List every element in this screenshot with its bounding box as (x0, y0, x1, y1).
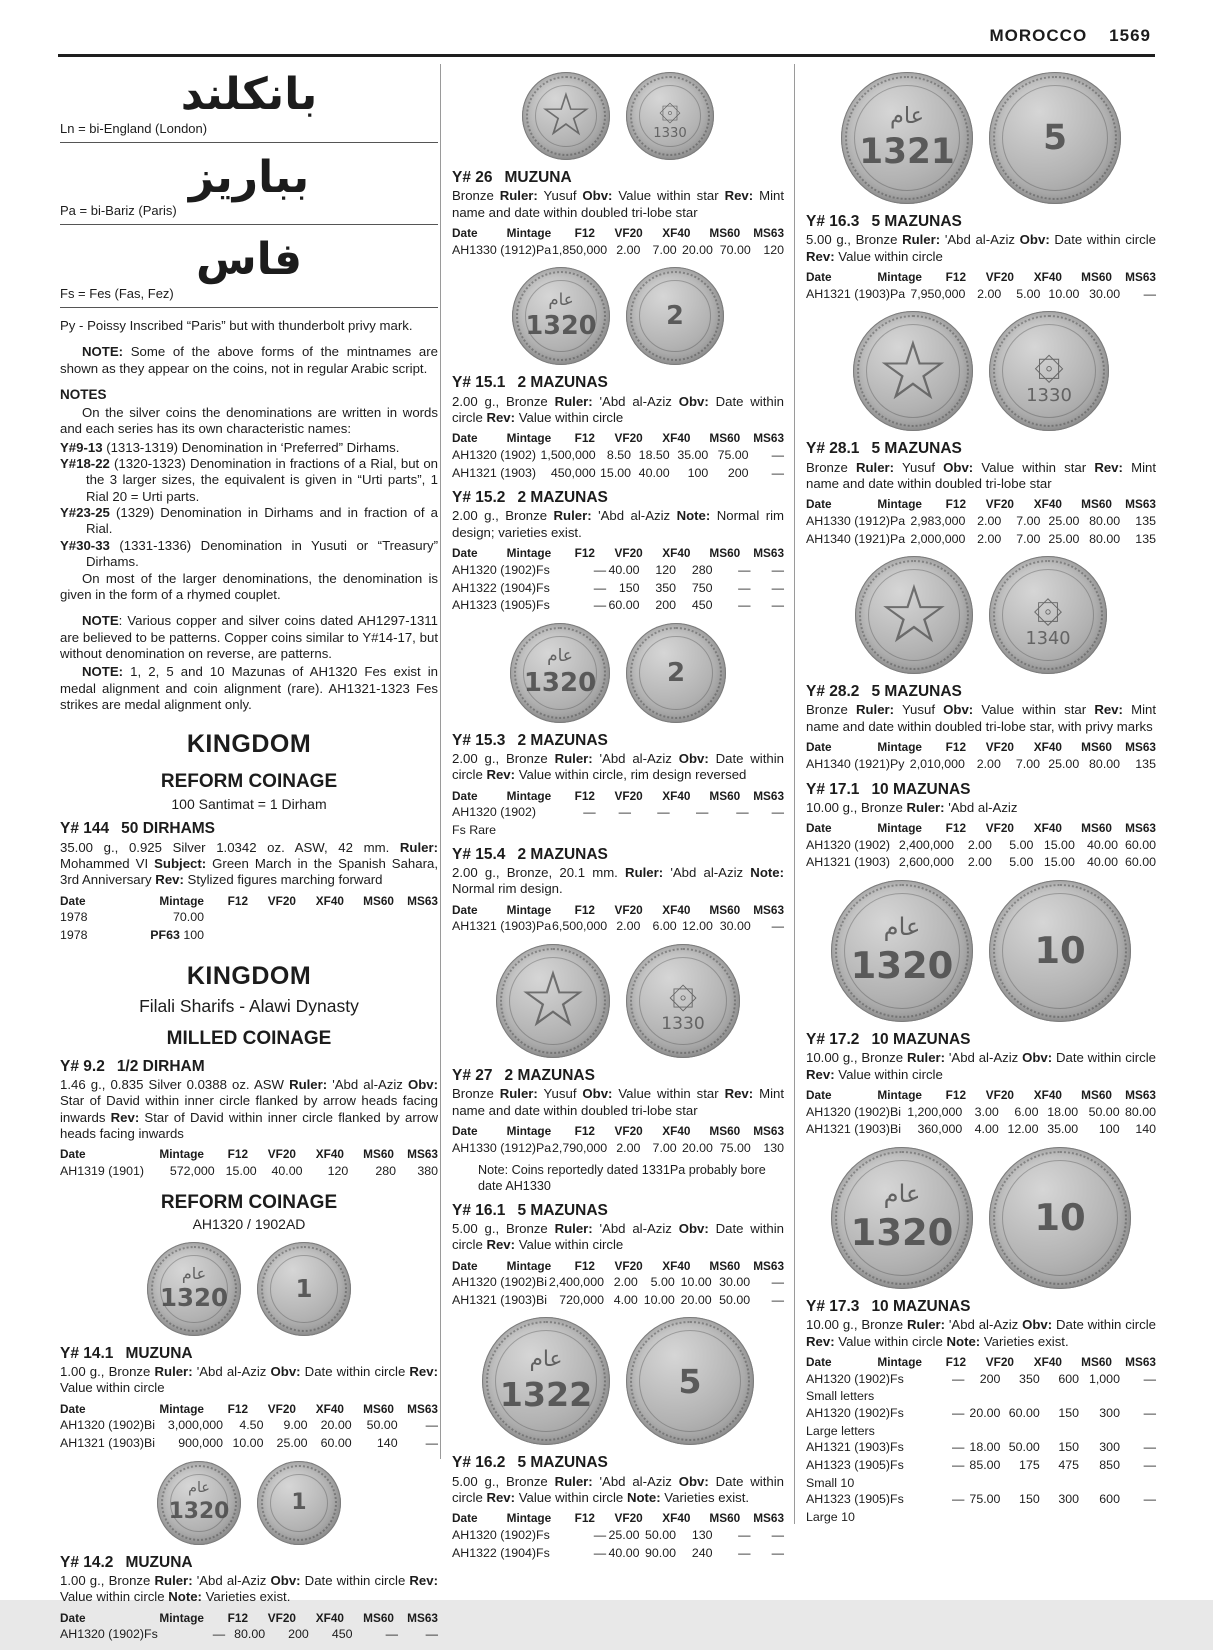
entry-title: Y# 17.2 10 MAZUNAS (806, 1031, 971, 1049)
entry-title: Y# 17.1 10 MAZUNAS (806, 780, 971, 798)
price-table (452, 225, 784, 259)
price-table (452, 1510, 784, 1562)
price-table (452, 1258, 784, 1310)
price-table (806, 820, 1156, 872)
page-header (990, 26, 1152, 46)
table-header-row: Date Mintage F12 VF20 XF40 MS60 MS63 (806, 740, 1156, 755)
entry-title: Y# 15.1 2 MAZUNAS (452, 374, 608, 392)
entry-title: Y# 14.2 MUZUNA (60, 1553, 193, 1571)
table-row: AH1340 (1921)Py 2,010,000 2.00 7.00 25.00 80.00 135 (806, 756, 1156, 771)
table-header-row: Date Mintage F12 VF20 XF40 MS60 MS63 (806, 269, 1156, 284)
table-header-row: Date Mintage F12 VF20 XF40 MS60 MS63 (452, 1511, 785, 1526)
country-title: MOROCCO (989, 26, 1088, 45)
entry-description: 35.00 g., 0.925 Silver 1.0342 oz. ASW, 42 mm. Ruler: Mohammed VI Subject: Green March in the Spanish Sahara, 3rd Anniversary Rev: Stylized figures marching forward (60, 839, 438, 888)
coin-image: عام 1321 (841, 72, 973, 204)
coin-image: عام 1320 (512, 267, 610, 365)
middle-column (452, 64, 784, 1568)
catalog-entry-y14-1 (60, 1344, 438, 1453)
coin-image: ☆ (522, 72, 610, 160)
price-table (452, 545, 784, 615)
coin-images (452, 267, 784, 365)
table-header-row: Date Mintage F12 VF20 XF40 MS60 MS63 (452, 225, 785, 240)
section-dynasty: Filali Sharifs - Alawi Dynasty (139, 995, 359, 1016)
table-row: AH1321 (1903)Pa 7,950,000 2.00 5.00 10.00 30.00 — (806, 286, 1156, 301)
table-row: AH1322 (1904)Fs — 150 350 750 — — (452, 580, 784, 595)
notes-intro: On the silver coins the denominations are written in words and each series has its own characteristic names: (60, 404, 438, 437)
entry-description: 2.00 g., Bronze Ruler: 'Abd al-Aziz Obv: Date within circle Rev: Value within circle, rim design reversed (452, 750, 785, 783)
note-item: Y#30-33 (1331-1336) Denomination in Yusuti or “Treasury” Dirhams. (60, 537, 438, 570)
coin-image: ☆ (853, 311, 973, 431)
entry-description: 5.00 g., Bronze Ruler: 'Abd al-Aziz Obv: Date within circle Rev: Value within circle Note: Varieties exist. (452, 1473, 785, 1506)
entry-title: Y# 144 50 DIRHAMS (60, 820, 216, 838)
table-header-row: Date Mintage F12 VF20 XF40 MS60 MS63 (806, 1354, 1156, 1369)
header-rule (58, 54, 1155, 57)
catalog-entry-y16-1 (452, 1201, 784, 1310)
catalog-entry-y9-2 (60, 1057, 438, 1181)
coin-image: عام 1320 (510, 623, 610, 723)
coin-image: عام 1320 (831, 880, 973, 1022)
coin-images (806, 311, 1156, 431)
catalog-entry-y17-2 (806, 1030, 1156, 1139)
table-row: AH1323 (1905)Fs — 85.00 175 475 850 — (806, 1457, 1156, 1472)
coin-image: ۞ 1330 (626, 944, 740, 1058)
coin-images (452, 623, 784, 723)
catalog-entry-y144 (60, 819, 438, 944)
entry-description: 1.00 g., Bronze Ruler: 'Abd al-Aziz Obv: Date within circle Rev: Value within circle Note: Varieties exist. (60, 1572, 438, 1605)
table-row: AH1320 (1902) — — — — — — (452, 805, 784, 820)
entry-description: Bronze Ruler: Yusuf Obv: Value within star Rev: Mint name and date within doubled tri-lobe star (452, 188, 785, 220)
coin-images (806, 72, 1156, 204)
entry-description: 1.46 g., 0.835 Silver 0.0388 oz. ASW Ruler: 'Abd al-Aziz Obv: Star of David within inner circle flanked by arrow heads facing inwards Rev: Star of David within inner circle flanked by arrow heads facing inwards (60, 1077, 438, 1142)
table-row: AH1319 (1901) 572,000 15.00 40.00 120 280 380 (60, 1164, 439, 1179)
section-subtitle: AH1320 / 1902AD (192, 1216, 306, 1233)
coin-image: ☆ (855, 556, 973, 674)
mintname-arabic: فاس (195, 234, 303, 286)
table-row: AH1321 (1903)Bi 720,000 4.00 10.00 20.00 50.00 — (452, 1292, 784, 1307)
notes-heading: NOTES (60, 387, 107, 403)
entry-title: Y# 9.2 1/2 DIRHAM (60, 1057, 205, 1075)
table-row: AH1330 (1912)Pa 2,790,000 2.00 7.00 20.00 75.00 130 (452, 1140, 784, 1155)
price-table (806, 269, 1156, 303)
entry-title: Y# 17.3 10 MAZUNAS (806, 1297, 971, 1315)
entry-title: Y# 16.1 5 MAZUNAS (452, 1201, 608, 1219)
coin-image: ۞ 1330 (626, 72, 714, 160)
table-header-row: Date Mintage F12 VF20 XF40 MS60 MS63 (452, 1258, 785, 1273)
divider (60, 307, 438, 308)
table-row: 1978 PF63 100 (60, 927, 204, 942)
price-table (60, 1146, 438, 1180)
entry-description: 5.00 g., Bronze Ruler: 'Abd al-Aziz Obv: Date within circle Rev: Value within circle (806, 232, 1157, 264)
poissy-note: Py - Poissy Inscribed “Paris” but with thunderbolt privy mark. (60, 318, 413, 334)
price-table (806, 739, 1156, 773)
divider (60, 224, 438, 225)
entry-title: Y# 16.3 5 MAZUNAS (806, 213, 962, 230)
table-row: AH1340 (1921)Pa 2,000,000 2.00 7.00 25.00 80.00 135 (806, 531, 1156, 546)
section-reform-coinage: REFORM COINAGE (160, 771, 338, 793)
coin-image: 1 (257, 1242, 351, 1336)
coin-image: عام 1320 (831, 1147, 973, 1289)
price-table (60, 893, 438, 945)
price-table (452, 1123, 784, 1157)
entry-description: 5.00 g., Bronze Ruler: 'Abd al-Aziz Obv: Date within circle Rev: Value within circle (452, 1220, 785, 1253)
catalog-entry-y16-2 (452, 1453, 784, 1562)
table-header-row: Date Mintage F12 VF20 XF40 MS60 MS63 (60, 893, 438, 908)
catalog-entry-y15-3 (452, 731, 784, 839)
price-table (60, 1401, 438, 1453)
entry-title: Y# 15.4 2 MAZUNAS (452, 845, 608, 863)
coin-images (60, 1461, 438, 1545)
table-row: AH1320 (1902)Bi 1,200,000 3.00 6.00 18.00 50.00 80.00 (806, 1104, 1157, 1119)
table-row: AH1321 (1903) 2,600,000 2.00 5.00 15.00 40.00 60.00 (806, 855, 1157, 870)
coin-image: ۞ 1340 (989, 556, 1107, 674)
entry-description: 2.00 g., Bronze, 20.1 mm. Ruler: 'Abd al-Aziz Note: Normal rim design. (452, 864, 784, 897)
table-row: AH1330 (1912)Pa 2,983,000 2.00 7.00 25.00 80.00 135 (806, 513, 1156, 528)
catalog-entry-y15-4 (452, 845, 784, 936)
catalog-entry-y17-1 (806, 780, 1156, 873)
table-header-row: Date Mintage F12 VF20 XF40 MS60 MS63 (806, 1087, 1156, 1102)
table-row: AH1320 (1902)Bi 2,400,000 2.00 5.00 10.00 30.00 — (452, 1275, 784, 1290)
entry-description: 10.00 g., Bronze Ruler: 'Abd al-Aziz (806, 799, 1018, 815)
table-header-row: Date Mintage F12 VF20 XF40 MS60 MS63 (452, 902, 785, 917)
coin-image: عام 1320 (157, 1461, 241, 1545)
coin-image: عام 1320 (147, 1242, 241, 1336)
left-column (60, 64, 438, 1650)
mintname-label: Pa = bi-Bariz (Paris) (60, 203, 177, 219)
entry-description: 1.00 g., Bronze Ruler: 'Abd al-Aziz Obv: Date within circle Rev: Value within circle (60, 1363, 438, 1396)
entry-title: Y# 16.2 5 MAZUNAS (452, 1454, 608, 1472)
row-variety-note: Large letters (806, 1423, 875, 1438)
catalog-entry-y28-1 (806, 439, 1156, 548)
coin-image: 2 (626, 623, 726, 723)
coin-images (452, 1317, 784, 1445)
table-row: AH1320 (1902)Fs — 20.00 60.00 150 300 — (806, 1405, 1156, 1420)
price-table (60, 1610, 438, 1644)
mintname-label: Fs = Fes (Fas, Fez) (60, 286, 174, 301)
section-subtitle: 100 Santimat = 1 Dirham (171, 795, 327, 812)
table-row: AH1320 (1902)Fs — 80.00 200 450 — — (60, 1627, 439, 1642)
page-number: 1569 (1109, 26, 1151, 45)
catalog-entry-y26 (452, 168, 784, 259)
coin-images (60, 1242, 438, 1336)
table-row: AH1321 (1903)Pa 6,500,000 2.00 6.00 12.00 30.00 — (452, 919, 784, 934)
entry-description: 10.00 g., Bronze Ruler: 'Abd al-Aziz Obv: Date within circle Rev: Value within circle (806, 1050, 1156, 1082)
coin-image: ☆ (496, 944, 610, 1058)
row-variety-note: Small 10 (806, 1475, 855, 1490)
table-header-row: Date Mintage F12 VF20 XF40 MS60 MS63 (452, 431, 785, 446)
catalog-entry-y28-2 (806, 682, 1156, 773)
mintname-arabic: بباريز (188, 151, 310, 203)
divider (60, 142, 438, 143)
table-row: AH1320 (1902) 2,400,000 2.00 5.00 15.00 40.00 60.00 (806, 837, 1157, 852)
entry-title: Y# 15.2 2 MAZUNAS (452, 489, 608, 507)
entry-description: 2.00 g., Bronze Ruler: 'Abd al-Aziz Note: Normal rim design; varieties exist. (452, 508, 785, 540)
note-item: Y#18-22 (1320-1323) Denomination in fractions of a Rial, but on the 3 larger sizes, the equivalent is given in “Urti parts”, 1 Rial 20 = Urti parts. (60, 456, 438, 504)
table-footnote: Note: Coins reportedly dated 1331Pa probably bore date AH1330 (478, 1163, 766, 1193)
coin-images (806, 556, 1156, 674)
entry-title: Y# 14.1 MUZUNA (60, 1344, 193, 1362)
entry-description: Bronze Ruler: Yusuf Obv: Value within star Rev: Mint name and date within doubled tri-lobe star (452, 1086, 785, 1118)
entry-title: Y# 27 2 MAZUNAS (452, 1067, 595, 1085)
table-row: AH1323 (1905)Fs — 60.00 200 450 — — (452, 598, 784, 613)
right-column (806, 64, 1156, 1532)
coin-image: ۞ 1330 (989, 311, 1109, 431)
mintname-arabic: بانكلند (180, 69, 318, 120)
entry-description: 10.00 g., Bronze Ruler: 'Abd al-Aziz Obv: Date within circle Rev: Value within circle Note: Varieties exist. (806, 1317, 1156, 1349)
entry-description: 2.00 g., Bronze Ruler: 'Abd al-Aziz Obv: Date within circle Rev: Value within circle (452, 393, 785, 425)
table-header-row: Date Mintage F12 VF20 XF40 MS60 MS63 (452, 788, 785, 803)
mintnames-note: NOTE: Some of the above forms of the mintnames are shown as they appear on the coins, not in regular Arabic script. (60, 344, 438, 376)
column-divider (440, 64, 441, 1459)
price-table (452, 430, 784, 482)
table-header-row: Date Mintage F12 VF20 XF40 MS60 MS63 (60, 1147, 438, 1162)
notes-paragraph: On most of the larger denominations, the denomination is given in the form of a rhymed couplet. (60, 570, 438, 602)
coin-image: عام 1322 (482, 1317, 610, 1445)
coin-image: 5 (626, 1317, 754, 1445)
catalog-entry-y14-2 (60, 1553, 438, 1644)
catalog-entry-y16-3 (806, 212, 1156, 303)
table-row: AH1321 (1903) 450,000 15.00 40.00 100 200 — (452, 465, 784, 480)
coin-image: 2 (626, 267, 724, 365)
note-item: Y#9-13 (1313-1319) Denomination in ‘Preferred” Dirhams. (60, 439, 400, 455)
catalog-entry-y15-1 (452, 373, 784, 482)
section-milled-coinage: MILLED COINAGE (166, 1028, 332, 1050)
table-row: AH1330 (1912)Pa 1,850,000 2.00 7.00 20.00 70.00 120 (452, 242, 784, 257)
section-reform-coinage-2: REFORM COINAGE (160, 1191, 338, 1213)
catalog-entry-y15-2 (452, 488, 784, 615)
table-row: AH1322 (1904)Fs — 40.00 90.00 240 — — (452, 1545, 784, 1560)
entry-title: Y# 15.3 2 MAZUNAS (452, 731, 608, 749)
coin-image: 10 (989, 880, 1131, 1022)
table-row: AH1321 (1903)Bi 900,000 10.00 25.00 60.00 140 — (60, 1436, 439, 1451)
entry-title: Y# 28.1 5 MAZUNAS (806, 440, 962, 458)
price-table (452, 788, 784, 839)
table-row: AH1320 (1902)Fs — 200 350 600 1,000 — (806, 1371, 1156, 1386)
table-row: AH1320 (1902)Fs — 40.00 120 280 — — (452, 562, 784, 577)
table-row: AH1320 (1902) 1,500,000 8.50 18.50 35.00 75.00 — (452, 447, 784, 462)
entry-title: Y# 28.2 5 MAZUNAS (806, 683, 962, 701)
table-header-row: Date Mintage F12 VF20 XF40 MS60 MS63 (806, 497, 1156, 512)
coin-images (806, 1147, 1156, 1289)
section-kingdom: KINGDOM (186, 730, 312, 759)
row-variety-note: Small letters (806, 1389, 875, 1404)
section-kingdom: KINGDOM (186, 961, 312, 990)
entry-description: Bronze Ruler: Yusuf Obv: Value within star Rev: Mint name and date within doubled tri-lobe star, with privy marks (806, 702, 1157, 734)
row-variety-note: Fs Rare (452, 823, 497, 838)
entry-title: Y# 26 MUZUNA (452, 169, 572, 186)
table-row: AH1321 (1903)Bi 360,000 4.00 12.00 35.00 100 140 (806, 1122, 1157, 1137)
table-row: AH1321 (1903)Fs — 18.00 50.00 150 300 — (806, 1440, 1156, 1455)
patterns-note: NOTE: Various copper and silver coins dated AH1297-1311 are believed to be patterns. Copper coins similar to Y#14-17, but without denomination on reverse, are patterns. (60, 613, 438, 661)
coin-images (452, 72, 784, 160)
entry-description: Bronze Ruler: Yusuf Obv: Value within star Rev: Mint name and date within doubled tri-lobe star (806, 459, 1157, 491)
table-header-row: Date Mintage F12 VF20 XF40 MS60 MS63 (806, 821, 1156, 836)
price-table (806, 1087, 1156, 1139)
catalog-entry-y17-3 (806, 1297, 1156, 1526)
table-row: 1978 70.00 (60, 910, 204, 925)
coin-image: 1 (257, 1461, 341, 1545)
coin-images (452, 944, 784, 1058)
price-table (806, 496, 1156, 548)
table-header-row: Date Mintage F12 VF20 XF40 MS60 MS63 (452, 546, 785, 561)
mintname-label: Ln = bi-England (London) (60, 120, 208, 136)
coin-image: 5 (989, 72, 1121, 204)
table-header-row: Date Mintage F12 VF20 XF40 MS60 MS63 (60, 1401, 438, 1416)
coin-images (806, 880, 1156, 1022)
catalog-entry-y27 (452, 1066, 784, 1195)
table-row: AH1320 (1902)Fs — 25.00 50.00 130 — — (452, 1528, 784, 1543)
coin-image: 10 (989, 1147, 1131, 1289)
alignment-note: NOTE: 1, 2, 5 and 10 Mazunas of AH1320 Fes exist in medal alignment and coin alignment (rare). AH1321-1323 Fes strikes are medal alignment only. (60, 664, 438, 713)
note-item: Y#23-25 (1329) Denomination in Dirhams and in fraction of a Rial. (60, 505, 438, 537)
table-header-row: Date Mintage F12 VF20 XF40 MS60 MS63 (60, 1610, 438, 1625)
column-divider (794, 64, 795, 1524)
table-header-row: Date Mintage F12 VF20 XF40 MS60 MS63 (452, 1123, 785, 1138)
row-variety-note: Large 10 (806, 1509, 855, 1524)
price-table (452, 902, 784, 936)
table-row: AH1323 (1905)Fs — 75.00 150 300 600 — (806, 1492, 1156, 1507)
table-row: AH1320 (1902)Bi 3,000,000 4.50 9.00 20.00 50.00 — (60, 1418, 439, 1433)
price-table (806, 1354, 1156, 1526)
